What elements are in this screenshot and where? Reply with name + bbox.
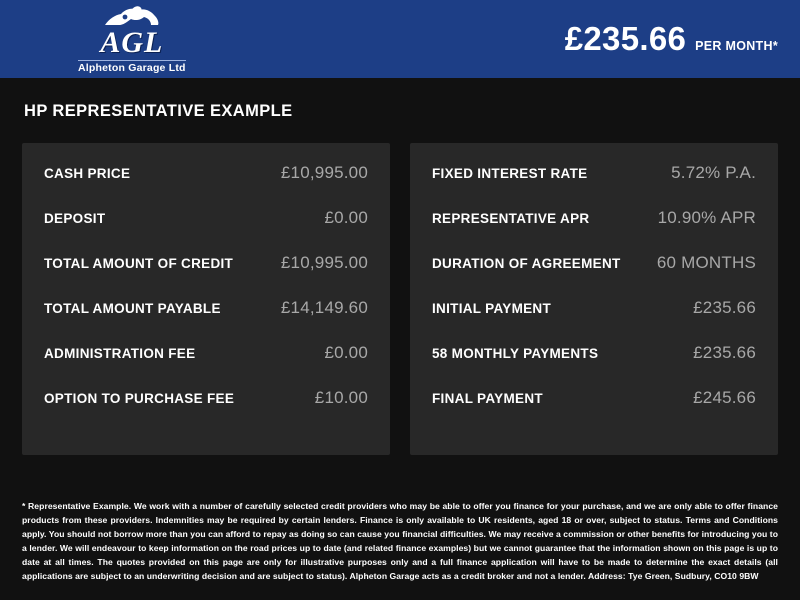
row-value: £10,995.00: [280, 253, 368, 272]
page-header: [0, 0, 800, 78]
table-row: [432, 163, 756, 208]
row-value: 5.72% P.A.: [671, 163, 756, 182]
table-row: [432, 253, 756, 298]
table-row: [432, 343, 756, 388]
row-label: CASH PRICE: [44, 166, 131, 181]
logo-subtitle: Alpheton Garage Ltd: [78, 61, 186, 74]
row-label: TOTAL AMOUNT PAYABLE: [44, 301, 221, 316]
row-value: £0.00: [324, 208, 368, 227]
table-row: [44, 253, 368, 298]
row-label: INITIAL PAYMENT: [432, 301, 552, 316]
row-label: OPTION TO PURCHASE FEE: [44, 391, 235, 406]
page-title: HP REPRESENTATIVE EXAMPLE: [24, 102, 293, 120]
table-row: [432, 298, 756, 343]
row-value: £10.00: [314, 388, 368, 407]
row-label: FIXED INTEREST RATE: [432, 166, 588, 181]
horse-and-rider-icon: [78, 5, 186, 27]
row-label: 58 MONTHLY PAYMENTS: [432, 346, 599, 361]
footer: [0, 486, 800, 600]
row-label: TOTAL AMOUNT OF CREDIT: [44, 256, 234, 271]
right-details-panel: [410, 143, 778, 455]
logo-brand-text: AGL: [100, 25, 164, 59]
disclaimer-text: * Representative Example. We work with a number of carefully selected credit providers who may be able to offer you finance for your purchase, and we are only able to offer finance products from these providers. Indemnities may be required by certain lenders. Finance is only available to UK residents, aged 18 or over, subject to status. Terms and Conditions apply. You should not borrow more than you can afford to repay as doing so can cause you financial difficulties. We may receive a commission or other benefits for introducing you to a lender. We will endeavour to keep information on the road prices up to date (and related finance examples) but we cannot guarantee that the information shown on this page is up to date at all times. The quotes provided on this page are only for illustrative purposes only and a full finance application will have to be made to determine the exact details (all applications are subject to an underwriting decision and are subject to status). Alpheton Garage acts as a credit broker and not a lender. Address: Tye Green, Sudbury, CO10 9BW: [22, 501, 778, 582]
price-amount: £235.66: [564, 20, 687, 57]
row-value: £235.66: [693, 298, 756, 317]
row-label: REPRESENTATIVE APR: [432, 211, 590, 226]
table-row: [44, 208, 368, 253]
row-value: £14,149.60: [280, 298, 368, 317]
table-row: [44, 298, 368, 343]
finance-panels: [22, 143, 778, 455]
left-details-panel: [22, 143, 390, 455]
table-row: [432, 208, 756, 253]
table-row: [44, 343, 368, 388]
row-value: £235.66: [693, 343, 756, 362]
monthly-price: [565, 20, 778, 58]
table-row: [44, 388, 368, 433]
table-row: [432, 388, 756, 433]
row-value: £245.66: [693, 388, 756, 407]
row-label: ADMINISTRATION FEE: [44, 346, 196, 361]
row-label: FINAL PAYMENT: [432, 391, 543, 406]
row-label: DEPOSIT: [44, 211, 106, 226]
dealer-logo: [78, 5, 186, 74]
row-value: £0.00: [324, 343, 368, 362]
table-row: [44, 163, 368, 208]
row-label: DURATION OF AGREEMENT: [432, 256, 621, 271]
row-value: £10,995.00: [280, 163, 368, 182]
row-value: 10.90% APR: [657, 208, 756, 227]
price-period: PER MONTH*: [695, 39, 778, 53]
main-content: [0, 78, 800, 486]
row-value: 60 MONTHS: [656, 253, 756, 272]
